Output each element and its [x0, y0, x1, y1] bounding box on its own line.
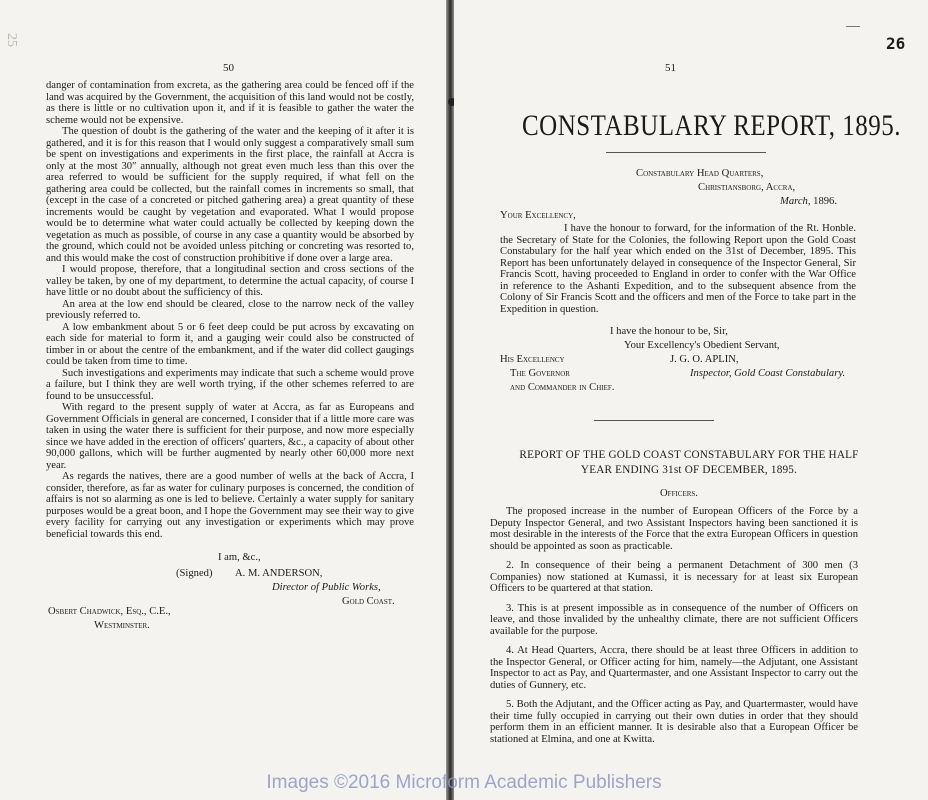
left-body-text — [46, 80, 414, 540]
servant-line: Your Excellency's Obedient Servant, — [624, 340, 780, 351]
section-rule — [594, 420, 714, 421]
report-main-title: CONSTABULARY REPORT, 1895. — [522, 110, 901, 142]
paragraph: Such investigations and experiments may indicate that such a scheme would prove a failure, but I think they are well worth trying, if the other schemes referred to are found to be unsuccessful. — [46, 367, 414, 402]
address-line-2: Christiansborg, Accra, — [698, 182, 796, 193]
paragraph: An area at the low end should be cleared, close to the narrow neck of the valley previously referred to. — [46, 298, 414, 321]
report-body-text — [490, 506, 858, 745]
addressee-name: Osbert Chadwick, Esq., C.E., — [48, 606, 171, 617]
paragraph: The question of doubt is the gathering of the water and the keeping of it after it is gathered, and it is for this reason that I would only suggest a comparatively small sum be spent on investigations and experiments in the first place, the rainfall at Accra is only at the most 30″ annually, although not great even much less than this over the area referred to would be sufficient for the supply required, if what fell on the gathering area could be collected, but the rainfall comes in increments so small, that (except in the case of a concreted or pitched gathering area) a great quantity of these increments would be caught by vegetation and evaporated. What I would propose would be to determine what water could actually be collected by keeping down the vegetation as much as possible, of course in any case a quantity would be absorbed by the ground, which could not be avoided unless pitching or concreting was resorted to, and this would make the cost of construction prohibitive if done over a large area. — [46, 126, 414, 264]
report-heading — [484, 448, 894, 478]
sender-title: Inspector, Gold Coast Constabulary. — [690, 368, 846, 379]
closing-line: I am, &c., — [218, 552, 261, 563]
corner-page-number: 26 — [886, 34, 906, 53]
address-line-1: Constabulary Head Quarters, — [636, 168, 764, 179]
paragraph: I have the honour to forward, for the information of the Rt. Honble. the Secretary of State for the Colonies, the following Report upon the Gold Coast Constabulary for the half year which ended on the 31st of December, 1895. This Report has been unfortunately delayed in consequence of the Inspector General, Sir Francis Scott, having proceeded to England in order to confer with the War Office in reference to the Ashanti Expedition, and to the subsequent absence from the Colony of Sir Francis Scott and the officers and men of the Force to take part in the Expedition in question. — [500, 223, 856, 315]
section-heading: Officers. — [660, 488, 698, 499]
date-month: March, — [780, 196, 811, 207]
right-page — [454, 0, 928, 800]
paragraph: 2. In consequence of their being a permanent Detachment of 300 men (3 Companies) now stationed at Kumassi, it is necessary for at least six European Officers to be quartered at that station. — [490, 560, 858, 594]
signer-name: A. M. ANDERSON, — [235, 568, 323, 579]
publisher-watermark: Images ©2016 Microform Academic Publishers — [266, 772, 662, 793]
recipient-line-2: The Governor — [510, 368, 570, 379]
honour-line: I have the honour to be, Sir, — [610, 326, 728, 337]
margin-page-mark: 25 — [4, 33, 19, 47]
signer-place: Gold Coast. — [342, 596, 395, 607]
paragraph: 3. This is at present impossible as in consequence of the number of Officers on leave, and those invalided by the unhealthy climate, there are not sufficient Officers available for the purpose. — [490, 602, 858, 637]
paragraph: With regard to the present supply of water at Accra, as far as Europeans and Government Officials in general are concerned, I consider that if a little more care was taken in using the water there is sufficient for their purpose, and now more especially since we have added in the erection of officers' quarters, &c., a capacity of about other 90,000 gallons, which will be further augmented by nearly other 60,000 more next year. — [46, 402, 414, 471]
paragraph: 4. At Head Quarters, Accra, there should be at least three Officers in addition to the Inspector General, or Officer acting for him, namely—the Adjutant, one Assistant Inspector to act as Pay, and Quartermaster, and one Assistant Inspector to carry out the duties of Gunnery, etc. — [490, 645, 858, 691]
recipient-line-3: and Commander in Chief. — [510, 382, 615, 393]
paragraph: As regards the natives, there are a good number of wells at the back of Accra, I consider, therefore, as far as water for culinary purposes is concerned, the condition of affairs is not so alarming as one is led to believe. Certainly a water supply for sanitary purposes would be a great boon, and I hope the Government may see their way to give every facility for carrying out any investigation or experiments which may prove beneficial towards this end. — [46, 471, 414, 540]
sender-name: J. G. O. APLIN, — [670, 354, 739, 365]
report-heading-line-1: REPORT OF THE GOLD COAST CONSTABULARY FOR THE HALF — [519, 449, 859, 461]
left-page-number: 50 — [223, 62, 234, 74]
paragraph: 5. Both the Adjutant, and the Officer acting as Pay, and Quartermaster, would have their time fully occupied in carrying out their own duties in order that they should perform them in an efficient manner. It is desirable also that a European Officer be stationed at Elmina, and one at Kwitta. — [490, 699, 858, 745]
paragraph: A low embankment about 5 or 6 feet deep could be put across by excavating on each side for material to form it, and a gauging weir could also be constructed of timber in or about the centre of the embankment, and if the water did collect gaugings could be taken from time to time. — [46, 321, 414, 367]
signed-label: (Signed) — [176, 568, 213, 579]
left-page — [0, 0, 446, 800]
recipient-line-1: His Excellency — [500, 354, 565, 365]
paragraph: I would propose, therefore, that a longitudinal section and cross sections of the valley be taken, by one of my department, to determine the actual capacity, of course I have little or no doubt about the sufficiency of this. — [46, 264, 414, 298]
salutation: Your Excellency, — [500, 210, 576, 221]
right-page-number: 51 — [665, 62, 676, 74]
paragraph: danger of contamination from excreta, as the gathering area could be fenced off if the land was acquired by the Government, the acquisition of this land would not be costly, as there is little or no cultivation upon it, and if it is feasible to gather the water the scheme would not be expensive. — [46, 80, 414, 126]
date-line — [780, 196, 837, 208]
book-gutter — [446, 0, 454, 800]
date-year: 1896. — [813, 196, 837, 207]
cover-letter-body — [500, 223, 856, 315]
signer-title: Director of Public Works, — [272, 582, 381, 593]
addressee-place: Westminster. — [94, 620, 150, 631]
edge-mark — [846, 26, 860, 27]
report-heading-line-2: YEAR ENDING 31st OF DECEMBER, 1895. — [580, 464, 798, 476]
title-rule — [606, 152, 766, 153]
paragraph: The proposed increase in the number of European Officers of the Force by a Deputy Inspector General, and two Assistant Inspectors having been sanctioned it is most desirable in the interests of the Force that the extra European Officers in question should be appointed as soon as practicable. — [490, 506, 858, 552]
